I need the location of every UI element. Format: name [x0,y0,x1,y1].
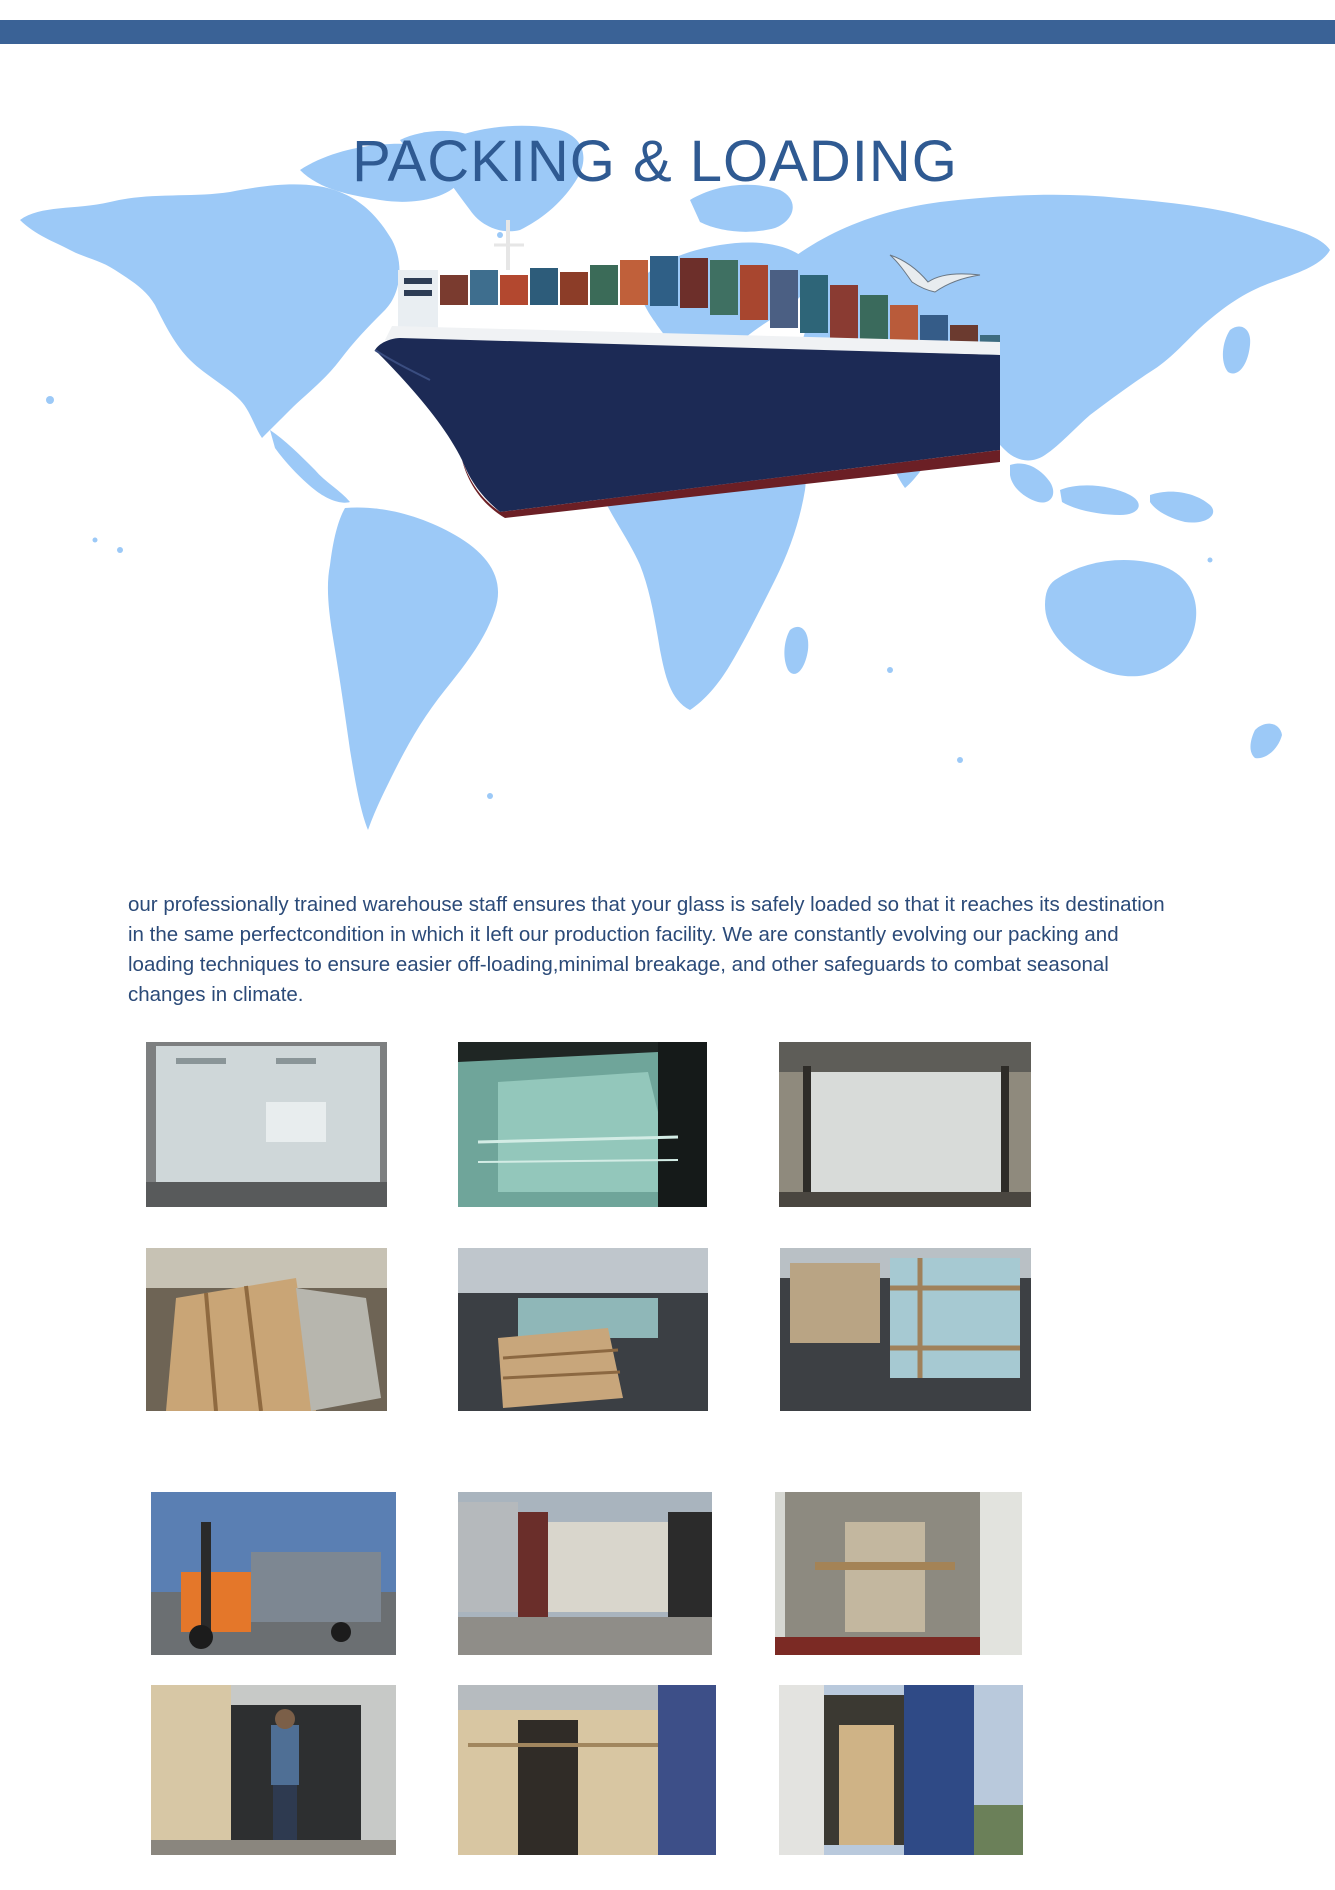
photo-glass-in-frame [779,1042,1031,1207]
world-map-icon [0,110,1335,840]
photo-warehouse-pallets [458,1248,708,1411]
description-line: loading techniques to ensure easier off-loading,minimal breakage, and other safeguards to combat seasonal [128,953,1109,976]
top-banner-bar [0,20,1335,44]
photo-forklift-loading [151,1492,396,1655]
description-line: changes in climate. [128,983,304,1006]
photo-wooden-crates [146,1248,387,1411]
description-text [128,890,1288,1010]
description-line: our professionally trained warehouse staff ensures that your glass is safely loaded so that it reaches its destination [128,893,1165,916]
description-line: in the same perfectcondition in which it left our production facility. We are constantly evolving our packing and [128,923,1119,946]
photo-worker-in-container [151,1685,396,1855]
photo-glass-sheet-rack [146,1042,387,1207]
photo-container-interior [775,1492,1022,1655]
page-title: PACKING & LOADING [352,129,958,194]
photo-crates-in-container [458,1685,716,1855]
photo-crated-glass-row [780,1248,1031,1411]
hero-banner [0,110,1335,840]
photo-loaded-container [779,1685,1023,1855]
photo-container-forklift [458,1492,712,1655]
photo-insulated-glass-stack [458,1042,707,1207]
